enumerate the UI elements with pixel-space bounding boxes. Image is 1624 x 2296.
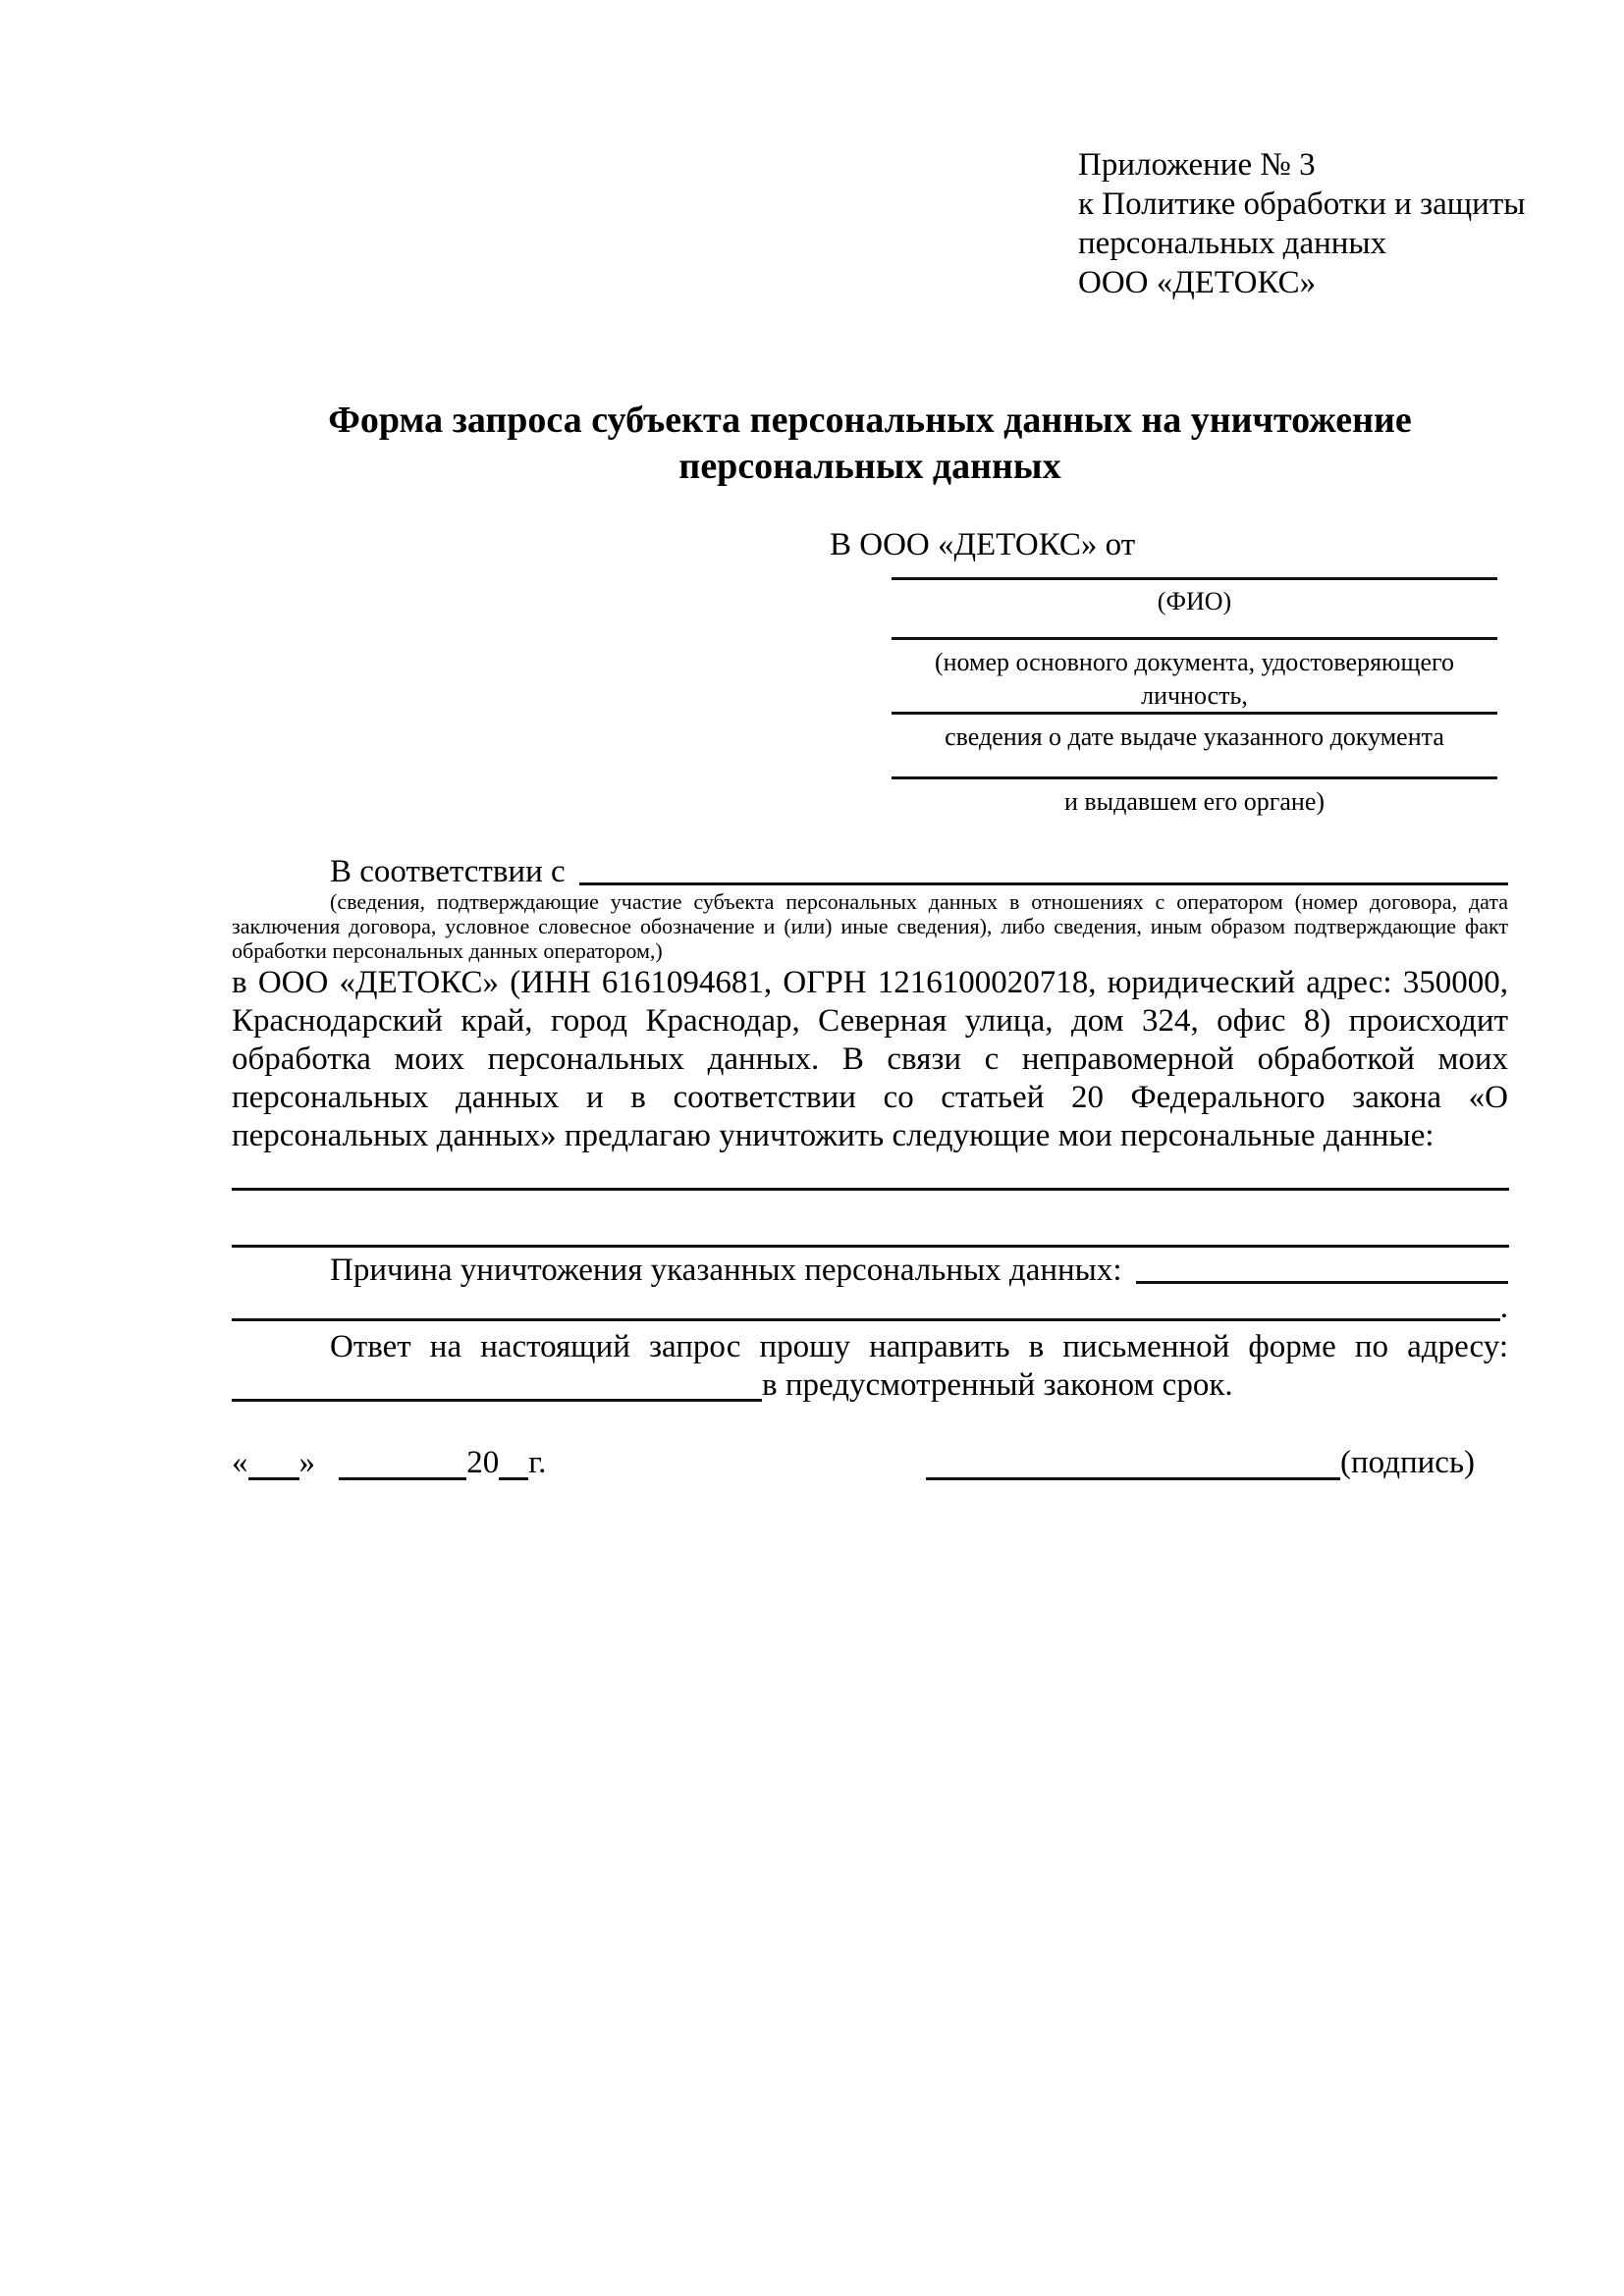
accordance-blank-line — [579, 852, 1508, 885]
day-blank — [248, 1469, 299, 1480]
reason-label: Причина уничтожения указанных персональных данных: — [330, 1253, 1122, 1288]
signature-caption: (подпись) — [1340, 1445, 1475, 1480]
form-title: Форма запроса субъекта персональных данных на уничтожение персональных данных — [328, 400, 1412, 487]
date-open-quote: « — [232, 1445, 248, 1480]
document-number-blank-line — [892, 637, 1497, 640]
reason-blank-line-2 — [232, 1288, 1500, 1321]
appendix-header-line-2: к Политике обработки и защиты — [1078, 187, 1526, 222]
reason-period: . — [1499, 1290, 1508, 1325]
month-blank — [339, 1469, 466, 1480]
accordance-note — [232, 889, 1508, 963]
note-line-3: обработки персональных данных оператором,) — [232, 938, 663, 963]
answer-line: Ответ на настоящий запрос прошу направить в письменной форме по адресу: — [330, 1329, 1508, 1364]
note-line-2: заключения договора, условное словесное обозначение и (или) иные сведения), либо сведения, иным образом подтверждающие факт — [232, 914, 1508, 938]
issue-date-blank-line — [892, 712, 1497, 715]
appendix-header — [1078, 145, 1608, 302]
year-blank — [499, 1469, 528, 1480]
reason-blank-line — [1136, 1251, 1508, 1284]
appendix-header-line-1: Приложение № 3 — [1078, 147, 1316, 183]
fio-blank-line — [892, 577, 1497, 580]
appendix-header-line-4: ООО «ДЕТОКС» — [1078, 265, 1317, 300]
reason-row — [232, 1251, 1508, 1290]
body-paragraph — [232, 964, 1508, 1155]
fio-caption: (ФИО) — [1157, 587, 1232, 615]
data-blank-line-1 — [232, 1188, 1509, 1191]
body-line-5: персональных данных» предлагаю уничтожить следующие мои персональные данные: — [232, 1118, 1435, 1153]
issuing-authority-caption: и выдавшем его органе) — [1063, 787, 1326, 816]
issuing-authority-blank-line — [892, 776, 1497, 779]
reason-blank-row — [232, 1288, 1547, 1327]
document-number-caption: (номер основного документа, удостоверяющего личность, — [934, 648, 1455, 710]
signature-row — [926, 1443, 1475, 1482]
answer-tail-row — [232, 1365, 1508, 1405]
addressee-line: В ООО «ДЕТОКС» от — [830, 527, 1136, 562]
reason-gap — [1122, 1251, 1136, 1290]
answer-tail: в предусмотренный законом срок. — [762, 1367, 1233, 1403]
body-line-4: персональных данных и в соответствии со статьей 20 Федерального закона «О — [232, 1080, 1508, 1115]
signature-blank-line — [926, 1469, 1340, 1480]
body-line-2: Краснодарский край, город Краснодар, Северная улица, дом 324, офис 8) происходит — [232, 1003, 1508, 1039]
date-row — [232, 1443, 546, 1482]
data-blank-line-2 — [232, 1245, 1509, 1248]
accordance-gap — [566, 852, 579, 891]
body-line-3: обработка моих персональных данных. В связи с неправомерной обработкой моих — [232, 1041, 1508, 1077]
address-blank-line — [232, 1365, 762, 1402]
year-suffix: г. — [528, 1445, 547, 1480]
date-close-quote: » — [298, 1445, 315, 1480]
accordance-row — [232, 852, 1508, 891]
accordance-lead: В соответствии с — [330, 854, 566, 889]
body-line-1: в ООО «ДЕТОКС» (ИНН 6161094681, ОГРН 1216100020718, юридический адрес: 350000, — [232, 965, 1508, 1000]
issue-date-caption: сведения о дате выдаче указанного документа — [945, 722, 1444, 751]
note-line-1: (сведения, подтверждающие участие субъекта персональных данных в отношениях с оператором (номер договора, дата — [330, 889, 1508, 914]
appendix-header-line-3: персональных данных — [1078, 226, 1387, 261]
year-prefix: 20 — [466, 1445, 500, 1480]
